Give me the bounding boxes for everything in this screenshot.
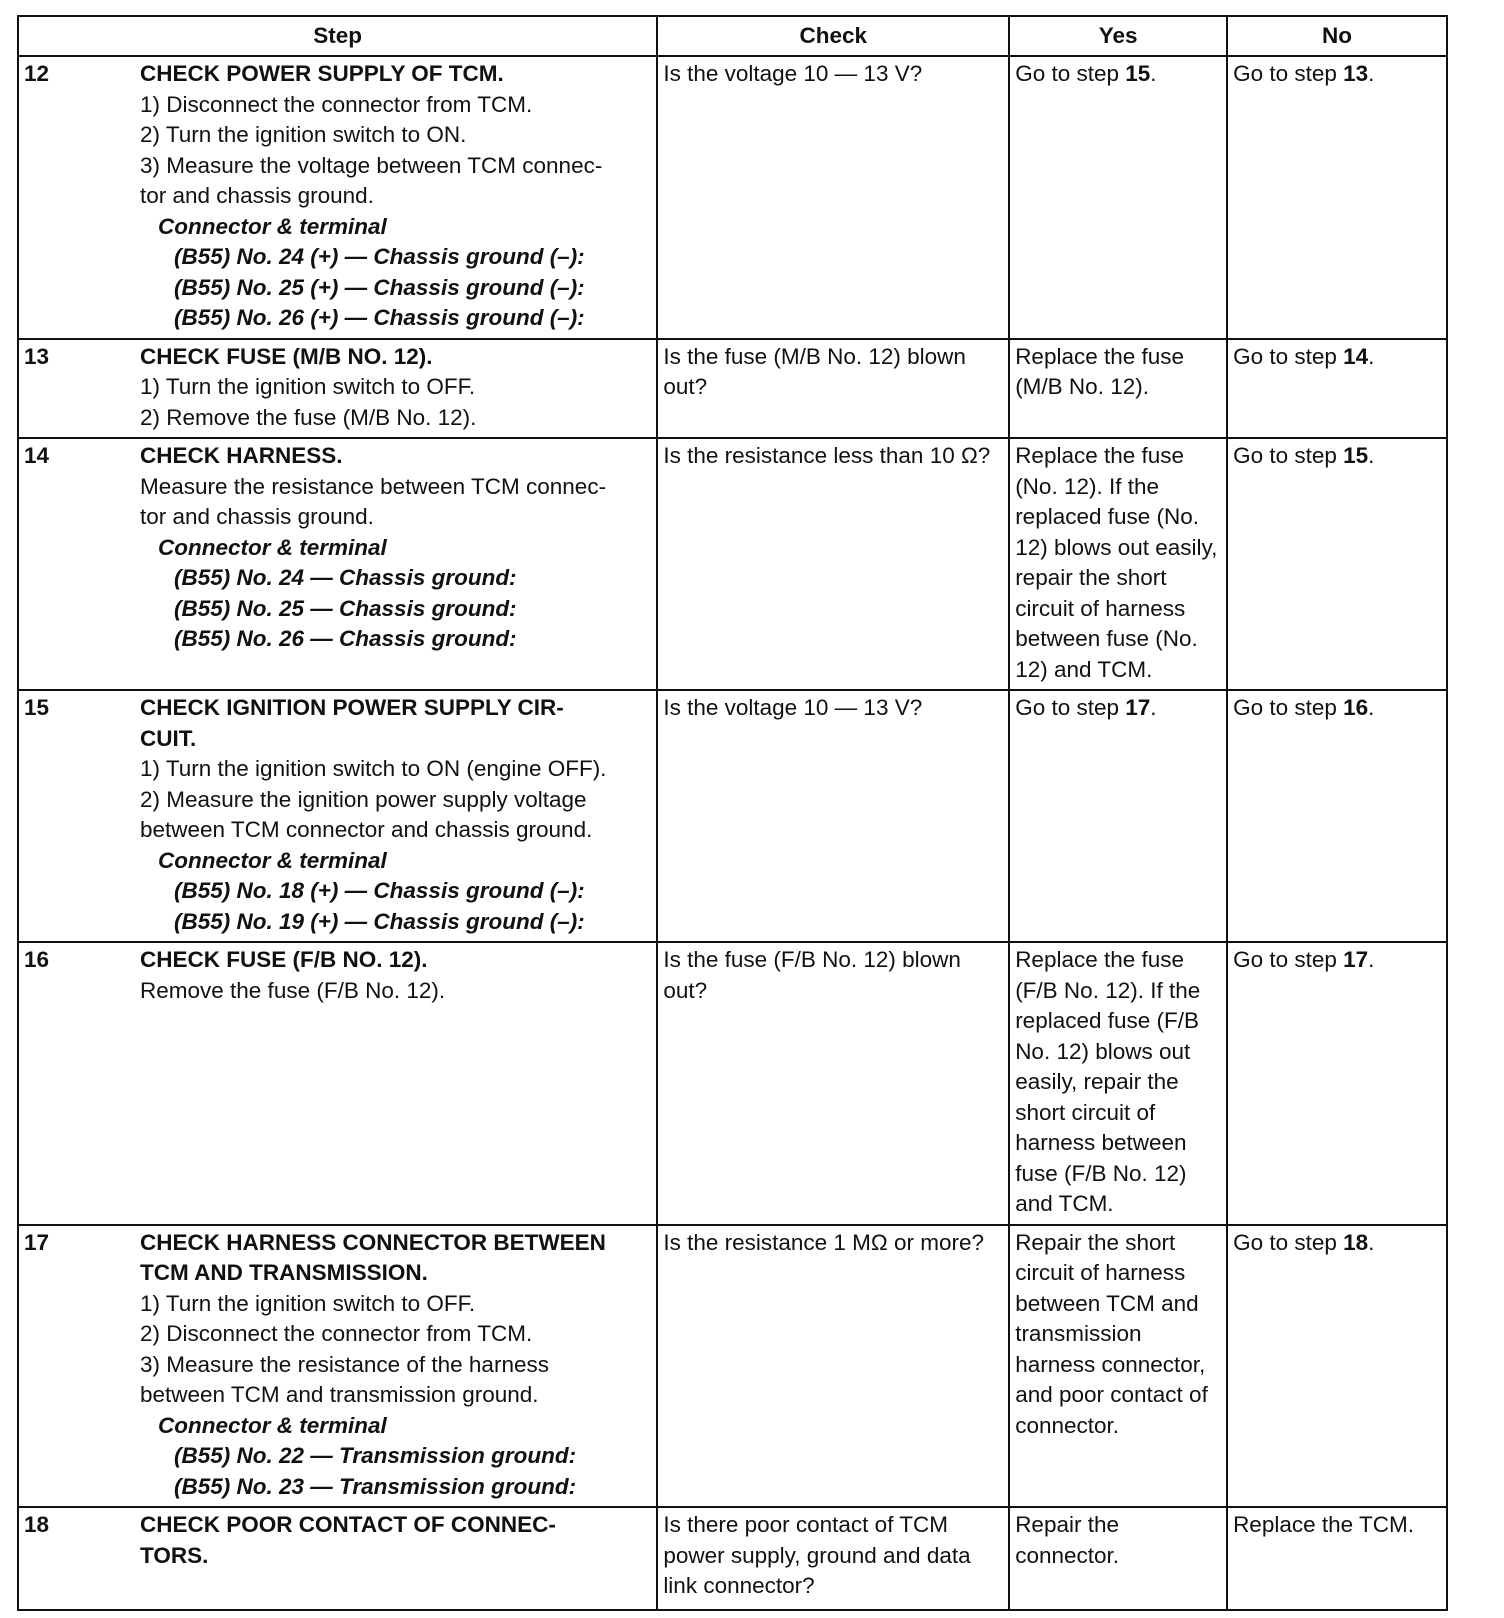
no-text-end: . <box>1368 443 1375 468</box>
check-cell: Is the voltage 10 — 13 V? <box>657 690 1009 942</box>
step-line: tor and chassis ground. <box>140 183 374 208</box>
terminal-line: (B55) No. 22 — Transmission ground: <box>174 1443 577 1468</box>
header-no: No <box>1227 16 1447 56</box>
terminal-line: (B55) No. 23 — Transmission ground: <box>174 1473 577 1499</box>
no-cell <box>1227 56 1447 339</box>
connector-terminal-label: Connector & terminal <box>158 534 387 560</box>
diagnostic-table-page <box>17 15 1448 1611</box>
no-text-end: . <box>1368 343 1375 369</box>
no-cell <box>1227 942 1447 1225</box>
table-row <box>18 438 1447 690</box>
step-title-cont: CUIT. <box>140 725 197 751</box>
yes-cell: Repair the short circuit of harness between TCM and transmission harness connector, and poor contact of connector. <box>1009 1225 1227 1508</box>
no-text-end: . <box>1368 695 1375 720</box>
step-line: Remove the fuse (F/B No. 12). <box>140 977 446 1003</box>
step-line: 2) Measure the ignition power supply voltage <box>140 786 587 812</box>
table-row <box>18 1507 1447 1610</box>
no-step-number: 15 <box>1343 443 1369 468</box>
step-number: 14 <box>24 443 50 468</box>
step-number: 18 <box>24 1512 50 1537</box>
step-line: 3) Measure the resistance of the harness <box>140 1351 549 1377</box>
no-cell <box>1227 690 1447 942</box>
step-title: CHECK FUSE (M/B NO. 12). <box>140 343 433 369</box>
diagnostic-table <box>17 15 1448 1611</box>
yes-cell <box>1009 690 1227 942</box>
header-row <box>18 16 1447 56</box>
step-line: 2) Remove the fuse (M/B No. 12). <box>140 404 477 430</box>
no-step-number: 16 <box>1343 695 1369 720</box>
step-title: CHECK IGNITION POWER SUPPLY CIR- <box>140 695 564 720</box>
connector-terminal-label: Connector & terminal <box>158 847 387 873</box>
terminal-line: (B55) No. 25 (+) — Chassis ground (–): <box>174 274 585 300</box>
yes-cell: Repair the connector. <box>1009 1507 1227 1610</box>
no-step-number: 14 <box>1343 343 1369 369</box>
step-title: CHECK HARNESS. <box>140 443 343 468</box>
step-title: CHECK POOR CONTACT OF CONNEC- <box>140 1512 556 1537</box>
step-line: 1) Turn the ignition switch to OFF. <box>140 1290 476 1316</box>
step-line: between TCM connector and chassis ground. <box>140 817 593 842</box>
step-title-cont: TORS. <box>140 1542 209 1568</box>
step-cell <box>18 438 657 690</box>
step-line: between TCM and transmission ground. <box>140 1382 539 1407</box>
step-line: 2) Turn the ignition switch to ON. <box>140 122 467 147</box>
yes-cell: Replace the fuse (No. 12). If the replaced fuse (No. 12) blows out easily, repair the short circuit of harness between fuse (No. 12) and TCM. <box>1009 438 1227 690</box>
step-line: 1) Disconnect the connector from TCM. <box>140 91 533 117</box>
no-text: Go to step <box>1233 343 1344 369</box>
no-cell: Replace the TCM. <box>1227 1507 1447 1610</box>
yes-text-end: . <box>1150 695 1157 720</box>
check-cell: Is the fuse (M/B No. 12) blown out? <box>657 339 1009 439</box>
step-number: 12 <box>24 61 50 86</box>
check-cell: Is the fuse (F/B No. 12) blown out? <box>657 942 1009 1225</box>
check-cell: Is the voltage 10 — 13 V? <box>657 56 1009 339</box>
table-row <box>18 942 1447 1225</box>
connector-terminal-label: Connector & terminal <box>158 213 387 239</box>
terminal-line: (B55) No. 24 (+) — Chassis ground (–): <box>174 244 585 269</box>
step-line: 3) Measure the voltage between TCM connec- <box>140 152 603 178</box>
table-row <box>18 1225 1447 1508</box>
yes-step-number: 17 <box>1125 695 1151 720</box>
header-yes: Yes <box>1009 16 1227 56</box>
terminal-line: (B55) No. 18 (+) — Chassis ground (–): <box>174 878 585 903</box>
no-text-end: . <box>1368 1229 1375 1255</box>
table-row <box>18 690 1447 942</box>
yes-cell <box>1009 56 1227 339</box>
step-line: tor and chassis ground. <box>140 504 374 529</box>
header-check: Check <box>657 16 1009 56</box>
step-number: 15 <box>24 695 50 720</box>
check-cell: Is the resistance less than 10 Ω? <box>657 438 1009 690</box>
step-number: 13 <box>24 343 50 369</box>
step-cell <box>18 339 657 439</box>
step-number: 17 <box>24 1229 50 1255</box>
header-step: Step <box>18 16 657 56</box>
check-cell: Is there poor contact of TCM power supply, ground and data link connector? <box>657 1507 1009 1610</box>
step-number: 16 <box>24 947 50 972</box>
connector-terminal-label: Connector & terminal <box>158 1412 387 1438</box>
step-cell <box>18 1507 657 1610</box>
step-line: 1) Turn the ignition switch to OFF. <box>140 374 476 399</box>
terminal-line: (B55) No. 26 — Chassis ground: <box>174 626 517 651</box>
check-cell: Is the resistance 1 MΩ or more? <box>657 1225 1009 1508</box>
no-text-end: . <box>1368 947 1375 972</box>
step-line: 2) Disconnect the connector from TCM. <box>140 1321 533 1346</box>
no-text: Go to step <box>1233 443 1344 468</box>
terminal-line: (B55) No. 24 — Chassis ground: <box>174 565 517 590</box>
step-line: 1) Turn the ignition switch to ON (engine OFF). <box>140 756 607 781</box>
no-cell <box>1227 438 1447 690</box>
yes-cell: Replace the fuse (M/B No. 12). <box>1009 339 1227 439</box>
no-text: Go to step <box>1233 1229 1344 1255</box>
table-row <box>18 56 1447 339</box>
no-step-number: 17 <box>1343 947 1369 972</box>
yes-text: Go to step <box>1015 695 1126 720</box>
terminal-line: (B55) No. 26 (+) — Chassis ground (–): <box>174 305 585 330</box>
step-title-cont: TCM AND TRANSMISSION. <box>140 1260 428 1285</box>
step-title: CHECK HARNESS CONNECTOR BETWEEN <box>140 1229 606 1255</box>
yes-text: Go to step <box>1015 61 1126 86</box>
step-cell <box>18 56 657 339</box>
no-text: Go to step <box>1233 695 1344 720</box>
terminal-line: (B55) No. 19 (+) — Chassis ground (–): <box>174 908 585 934</box>
yes-text-end: . <box>1150 61 1157 86</box>
step-cell <box>18 1225 657 1508</box>
terminal-line: (B55) No. 25 — Chassis ground: <box>174 595 517 621</box>
no-text-end: . <box>1368 61 1375 86</box>
yes-cell: Replace the fuse (F/B No. 12). If the replaced fuse (F/B No. 12) blows out easily, repair the short circuit of harness between fuse (F/B No. 12) and TCM. <box>1009 942 1227 1225</box>
no-step-number: 13 <box>1343 61 1369 86</box>
step-title: CHECK POWER SUPPLY OF TCM. <box>140 61 504 86</box>
table-row <box>18 339 1447 439</box>
no-step-number: 18 <box>1343 1229 1369 1255</box>
step-cell <box>18 690 657 942</box>
step-cell <box>18 942 657 1225</box>
no-cell <box>1227 339 1447 439</box>
step-line: Measure the resistance between TCM connec- <box>140 473 607 499</box>
step-title: CHECK FUSE (F/B NO. 12). <box>140 947 428 972</box>
no-text: Go to step <box>1233 947 1344 972</box>
no-text: Go to step <box>1233 61 1344 86</box>
yes-step-number: 15 <box>1125 61 1151 86</box>
no-cell <box>1227 1225 1447 1508</box>
